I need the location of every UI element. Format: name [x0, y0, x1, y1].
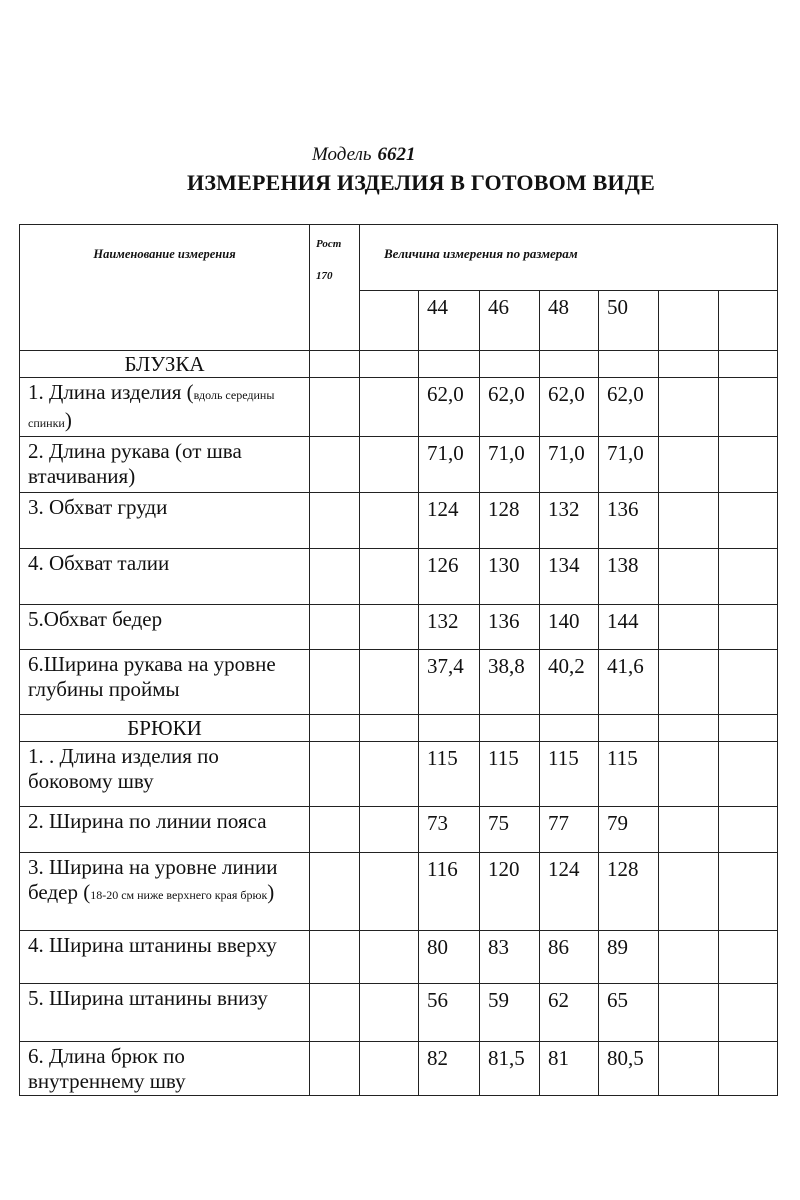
measurement-label: 1. . Длина изделия по боковому шву — [28, 744, 219, 793]
measurement-value: 120 — [480, 853, 540, 931]
size-46: 46 — [480, 290, 540, 350]
header-row — [20, 225, 778, 291]
empty-cell — [719, 1042, 778, 1096]
empty-cell — [310, 984, 360, 1042]
measurement-value: 81,5 — [480, 1042, 540, 1096]
measurement-value: 83 — [480, 931, 540, 984]
empty-cell — [719, 715, 778, 742]
measurement-value: 62,0 — [480, 378, 540, 437]
measurement-note-close: ) — [267, 880, 275, 904]
empty-cell — [719, 378, 778, 437]
empty-cell — [659, 549, 719, 605]
measurement-value: 132 — [419, 605, 480, 650]
measurement-label: 2. Ширина по линии пояса — [28, 809, 267, 833]
measurement-label: 6. Длина брюк по внутреннему шву — [28, 1044, 186, 1093]
table-row — [20, 931, 778, 984]
measurement-value: 75 — [480, 807, 540, 853]
col-header-name: Наименование измерения — [20, 225, 310, 351]
measurement-value: 38,8 — [480, 650, 540, 715]
measurement-value: 80 — [419, 931, 480, 984]
col-header-rost — [310, 225, 360, 351]
size-48: 48 — [540, 290, 599, 350]
measurement-value: 140 — [540, 605, 599, 650]
measurement-value: 115 — [540, 742, 599, 807]
empty-cell — [659, 807, 719, 853]
empty-cell — [310, 437, 360, 493]
measurement-name — [20, 984, 310, 1042]
measurement-value: 40,2 — [540, 650, 599, 715]
measurement-label: 3. Обхват груди — [28, 495, 168, 519]
measurement-name — [20, 1042, 310, 1096]
empty-cell — [719, 290, 778, 350]
empty-cell — [360, 493, 419, 549]
empty-cell — [719, 931, 778, 984]
table-row — [20, 1042, 778, 1096]
table-row — [20, 378, 778, 437]
table-row — [20, 742, 778, 807]
measurement-value: 71,0 — [419, 437, 480, 493]
model-label — [312, 144, 416, 166]
table-row — [20, 650, 778, 715]
empty-cell — [480, 715, 540, 742]
measurement-name — [20, 853, 310, 931]
measurement-value: 132 — [540, 493, 599, 549]
empty-cell — [360, 650, 419, 715]
measurement-value: 136 — [480, 605, 540, 650]
measurement-value: 81 — [540, 1042, 599, 1096]
empty-cell — [310, 742, 360, 807]
size-50: 50 — [599, 290, 659, 350]
measurement-value: 130 — [480, 549, 540, 605]
empty-cell — [310, 605, 360, 650]
measurement-value: 79 — [599, 807, 659, 853]
measurement-value: 128 — [599, 853, 659, 931]
measurement-label: 5. Ширина штанины внизу — [28, 986, 268, 1010]
empty-cell — [719, 984, 778, 1042]
empty-cell — [659, 931, 719, 984]
empty-cell — [360, 290, 419, 350]
measurement-name — [20, 650, 310, 715]
measurement-value: 134 — [540, 549, 599, 605]
measurement-label: 4. Ширина штанины вверху — [28, 933, 277, 957]
empty-cell — [360, 605, 419, 650]
empty-cell — [419, 715, 480, 742]
measurement-note-close: ) — [64, 408, 72, 432]
empty-cell — [540, 715, 599, 742]
empty-cell — [659, 715, 719, 742]
measurement-value: 116 — [419, 853, 480, 931]
empty-cell — [360, 931, 419, 984]
model-label-text: Модель — [312, 144, 372, 165]
measurement-value: 71,0 — [480, 437, 540, 493]
model-number: 6621 — [377, 144, 416, 165]
measurement-label: 3. Ширина на уровне линии бедер ( — [28, 855, 278, 904]
table-row — [20, 605, 778, 650]
measurement-value: 115 — [419, 742, 480, 807]
measurement-note: вдоль середины спинки — [28, 388, 275, 430]
empty-cell — [719, 853, 778, 931]
empty-cell — [360, 807, 419, 853]
measurement-value: 59 — [480, 984, 540, 1042]
rost-label: Рост — [316, 238, 342, 250]
table-row — [20, 853, 778, 931]
measurement-value: 41,6 — [599, 650, 659, 715]
empty-cell — [360, 549, 419, 605]
empty-cell — [659, 1042, 719, 1096]
empty-cell — [310, 807, 360, 853]
empty-cell — [659, 605, 719, 650]
measurement-label: 4. Обхват талии — [28, 551, 170, 575]
empty-cell — [659, 650, 719, 715]
empty-cell — [310, 853, 360, 931]
measurement-value: 77 — [540, 807, 599, 853]
page-title: ИЗМЕРЕНИЯ ИЗДЕЛИЯ В ГОТОВОМ ВИДЕ — [187, 170, 655, 195]
measurement-value: 115 — [480, 742, 540, 807]
measurement-value: 62,0 — [540, 378, 599, 437]
empty-cell — [719, 605, 778, 650]
empty-cell — [360, 437, 419, 493]
table-row — [20, 549, 778, 605]
empty-cell — [659, 290, 719, 350]
empty-cell — [360, 984, 419, 1042]
measurement-value: 136 — [599, 493, 659, 549]
measurement-value: 82 — [419, 1042, 480, 1096]
measurement-value: 73 — [419, 807, 480, 853]
measurement-value: 89 — [599, 931, 659, 984]
section-blouse: БЛУЗКА — [20, 351, 310, 378]
measurement-value: 128 — [480, 493, 540, 549]
empty-cell — [310, 493, 360, 549]
measurement-name — [20, 605, 310, 650]
measurement-value: 62,0 — [419, 378, 480, 437]
section-pants: БРЮКИ — [20, 715, 310, 742]
empty-cell — [719, 493, 778, 549]
empty-cell — [310, 931, 360, 984]
table-row — [20, 493, 778, 549]
measurement-value: 71,0 — [540, 437, 599, 493]
section-row-pants — [20, 715, 778, 742]
empty-cell — [659, 437, 719, 493]
empty-cell — [360, 742, 419, 807]
empty-cell — [310, 650, 360, 715]
empty-cell — [659, 378, 719, 437]
section-row-blouse — [20, 351, 778, 378]
col-header-sizes: Величина измерения по размерам — [360, 225, 778, 291]
empty-cell — [659, 984, 719, 1042]
empty-cell — [360, 715, 419, 742]
measurement-label: 1. Длина изделия ( — [28, 380, 194, 404]
table-row — [20, 437, 778, 493]
measurement-value: 115 — [599, 742, 659, 807]
measurement-value: 62,0 — [599, 378, 659, 437]
size-44: 44 — [419, 290, 480, 350]
empty-cell — [719, 549, 778, 605]
measurement-label: 6.Ширина рукава на уровне глубины проймы — [28, 652, 276, 701]
empty-cell — [719, 650, 778, 715]
measurement-note: 18-20 см ниже верхнего края брюк — [90, 888, 268, 902]
table-row — [20, 807, 778, 853]
measurement-value: 144 — [599, 605, 659, 650]
measurement-name — [20, 742, 310, 807]
empty-cell — [310, 378, 360, 437]
measurement-value: 124 — [419, 493, 480, 549]
empty-cell — [659, 742, 719, 807]
empty-cell — [659, 493, 719, 549]
measurement-name — [20, 931, 310, 984]
empty-cell — [360, 853, 419, 931]
measurement-name — [20, 493, 310, 549]
empty-cell — [719, 807, 778, 853]
measurement-label: 2. Длина рукава (от шва втачивания) — [28, 439, 242, 488]
empty-cell — [310, 1042, 360, 1096]
empty-cell — [310, 549, 360, 605]
measurement-value: 138 — [599, 549, 659, 605]
measurement-value: 37,4 — [419, 650, 480, 715]
measurement-value: 62 — [540, 984, 599, 1042]
empty-cell — [360, 378, 419, 437]
empty-cell — [310, 715, 360, 742]
measurement-value: 126 — [419, 549, 480, 605]
empty-cell — [659, 853, 719, 931]
empty-cell — [599, 715, 659, 742]
empty-cell — [719, 437, 778, 493]
measurement-value: 65 — [599, 984, 659, 1042]
rost-value: 170 — [316, 270, 333, 282]
measurement-value: 56 — [419, 984, 480, 1042]
measurements-table — [19, 224, 778, 1096]
table-row — [20, 984, 778, 1042]
measurement-name — [20, 437, 310, 493]
measurement-value: 124 — [540, 853, 599, 931]
measurement-name — [20, 807, 310, 853]
measurement-value: 86 — [540, 931, 599, 984]
measurement-name — [20, 378, 310, 437]
measurement-value: 80,5 — [599, 1042, 659, 1096]
empty-cell — [719, 742, 778, 807]
empty-cell — [360, 1042, 419, 1096]
measurement-label: 5.Обхват бедер — [28, 607, 163, 631]
measurement-value: 71,0 — [599, 437, 659, 493]
measurement-name — [20, 549, 310, 605]
